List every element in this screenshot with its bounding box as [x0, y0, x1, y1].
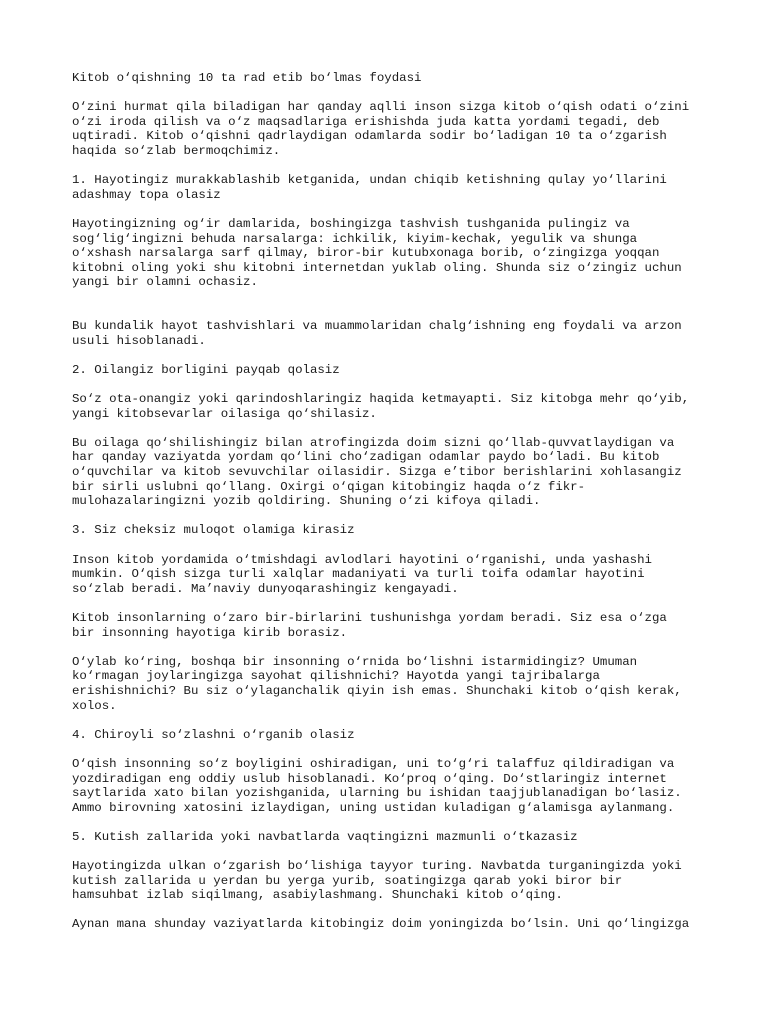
body-paragraph: Hayotingizda ulkan o‘zgarish bo‘lishiga tayyor turing. Navbatda turganingizda yoki kutish zallarida u yerdan bu yerga yurib, soatingizga qarab yoki biror bir hamsuhbat izlab siqilmang, asabiylashmang. Shunchaki kitob o‘qing. — [72, 859, 682, 903]
body-paragraph: Aynan mana shunday vaziyatlarda kitobingiz doim yoningizda bo‘lsin. Uni qo‘lingizga — [72, 917, 690, 932]
intro-paragraph: O‘zini hurmat qila biladigan har qanday aqlli inson sizga kitob o‘qish odati o‘zini o‘zi iroda qilish va o‘z maqsadlariga erishishda juda katta yordami tegadi, deb uqtiradi. Kitob o‘qishni qadrlaydigan odamlarda sodir bo‘ladigan 10 ta o‘zgarish haqida so‘zlab bermoqchimiz. — [72, 100, 690, 158]
body-paragraph: Bu oilaga qo‘shilishingiz bilan atrofingizda doim sizni qo‘llab-quvvatlaydigan va har qanday vaziyatda yordam qo‘lini cho‘zadigan odamlar paydo bo‘ladi. Bu kitob o‘quvchilar va kitob sevuvchilar oilasidir. Sizga e’tibor berishlarini xohlasangiz bir sirli uslubni qo‘llang. Oxirgi o‘qigan kitobingiz haqda o‘z fikr- mulohazalaringizni yozib qoldiring. Shuning o‘zi kifoya qiladi. — [72, 435, 682, 509]
body-paragraph: Kitob insonlarning o‘zaro bir-birlarini tushunishga yordam beradi. Siz esa o‘zga bir insonning hayotiga kirib borasiz. — [72, 610, 667, 640]
section-heading-1: 1. Hayotingiz murakkablashib ketganida, undan chiqib ketishning qulay yo‘llarini adashmay topa olasiz — [72, 173, 667, 202]
body-paragraph: Hayotingizning og‘ir damlarida, boshingizga tashvish tushganida pulingiz va sog‘lig‘ingizni behuda narsalarga: ichkilik, kiyim-kechak, yegulik va shunga o‘xshash narsalarga sarf qilmay, biror-bir kutubxonaga borib, o‘zingizga yoqqan kitobni oling yoki shu kitobni internetdan yuklab oling. Shunda siz o‘zingiz uchun yangi bir olamni ochasiz. — [72, 216, 682, 290]
body-paragraph: So‘z ota-onangiz yoki qarindoshlaringiz haqida ketmayapti. Siz kitobga mehr qo‘yib, yangi kitobsevarlar oilasiga qo‘shilasiz. — [72, 392, 690, 421]
body-paragraph: Inson kitob yordamida o‘tmishdagi avlodlari hayotini o‘rganishi, unda yashashi mumkin. O‘qish sizga turli xalqlar madaniyati va turli toifa odamlar hayotini so‘zlab beradi. Ma’naviy dunyoqarashingiz kengayadi. — [72, 552, 652, 596]
document-page — [72, 71, 712, 932]
body-paragraph: Bu kundalik hayot tashvishlari va muammolaridan chalg‘ishning eng foydali va arzon usuli hisoblanadi. — [72, 319, 682, 348]
section-heading-3: 3. Siz cheksiz muloqot olamiga kirasiz — [72, 523, 355, 538]
body-paragraph: O‘qish insonning so‘z boyligini oshiradigan, uni to‘g‘ri talaffuz qildiradigan va yozdiradigan eng oddiy uslub hisoblanadi. Ko‘proq o‘qing. Do‘stlaringiz internet saytlarida xato bilan yozishganida, ularning bu ishidan taajjublanadigan bo‘lasiz. Ammo birovning xatosini izlaydigan, uning ustidan kuladigan g‘alamisga aylanmang. — [72, 756, 682, 815]
document-title: Kitob o‘qishning 10 ta rad etib bo‘lmas foydasi — [72, 71, 422, 85]
section-heading-4: 4. Chiroyli so‘zlashni o‘rganib olasiz — [72, 727, 355, 742]
section-heading-2: 2. Oilangiz borligini payqab qolasiz — [72, 362, 340, 377]
body-paragraph: O‘ylab ko‘ring, boshqa bir insonning o‘rnida bo‘lishni istarmidingiz? Umuman ko‘rmagan joylaringizga sayohat qilishnichi? Hayotda yangi tajribalarga erishishnichi? Bu siz o‘ylaganchalik qiyin ish emas. Shunchaki kitob o‘qish kerak, xolos. — [72, 654, 682, 713]
section-heading-5: 5. Kutish zallarida yoki navbatlarda vaqtingizni mazmunli o‘tkazasiz — [72, 829, 578, 844]
